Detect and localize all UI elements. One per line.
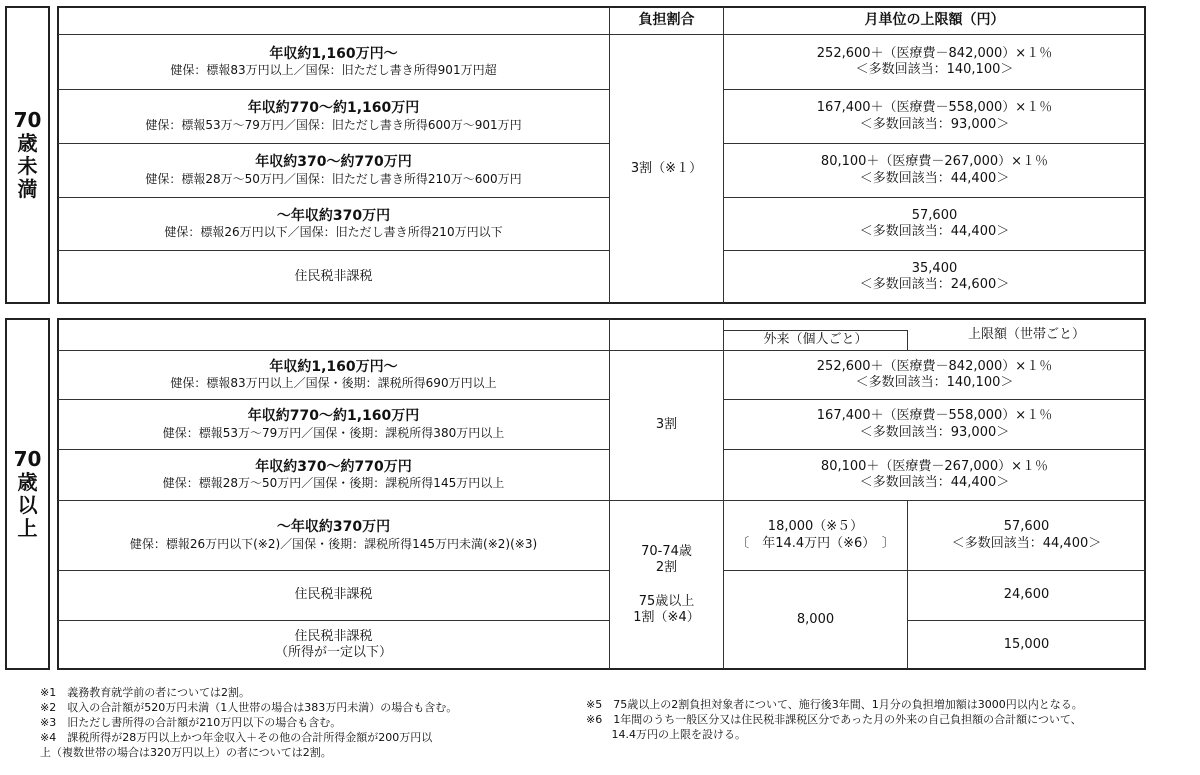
over70-limit-2: 167,400＋（医療費－558,000）×１％ ＜多数回該当：93,000＞ [816, 408, 1053, 440]
under70-share: 3割（※１） [630, 160, 703, 176]
under70-limit-2: 167,400＋（医療費－558,000）×１％ ＜多数回該当：93,000＞ [816, 100, 1053, 132]
over70-row-1: 年収約1,160万円～ 健保：標報83万円以上／国保・後期：課税所得690万円以上 [170, 358, 497, 391]
over70-row-3: 年収約370～約770万円 健保：標報28万～50万円／国保・後期：課税所得145万円以上 [162, 458, 505, 491]
over70-limit-3: 80,100＋（医療費－267,000）×１％ ＜多数回該当：44,400＞ [820, 458, 1049, 490]
under70-limit-4: 57,600 ＜多数回該当：44,400＞ [859, 207, 1010, 239]
over70-row-2: 年収約770～約1,160万円 健保：標報53万～79万円／国保・後期：課税所得380万円以上 [162, 408, 505, 440]
over70-row-4: ～年収約370万円 健保：標報26万円以下(※2)／国保・後期：課税所得145万円未満(※2)(※3) [129, 519, 538, 551]
notes-right [586, 697, 1083, 742]
under70-row-4: ～年収約370万円 健保：標報26万円以下／国保：旧ただし書き所得210万円以下 [164, 207, 503, 240]
over70-limit-1: 252,600＋（医療費－842,000）×１％ ＜多数回該当：140,100＞ [816, 358, 1053, 390]
note-3: ※3 旧ただし書所得の合計額が210万円以下の場合も含む。 [40, 716, 342, 729]
over70-household-6: 15,000 [1003, 636, 1050, 652]
under70-row-5: 住民税非課税 [294, 268, 373, 284]
under70-row-1: 年収約1,160万円～ 健保：標報83万円以上／国保：旧ただし書き所得901万円超 [170, 45, 497, 78]
note-1: ※1 義務教育就学前の者については2割。 [40, 686, 250, 699]
under70-row-3: 年収約370～約770万円 健保：標報28万～50万円／国保：旧ただし書き所得210万～600万円 [145, 154, 522, 186]
note-2: ※2 収入の合計額が520万円未満（1人世帯の場合は383万円未満）の場合も含む。 [40, 701, 458, 714]
header-outpatient: 外来（個人ごと） [763, 332, 868, 348]
header-share: 負担割合 [638, 11, 695, 28]
notes-left [40, 685, 457, 760]
over70-household-4: 57,600 ＜多数回該当：44,400＞ [951, 519, 1102, 551]
over70-row-5: 住民税非課税 [294, 587, 373, 603]
note-6-cont: 14.4万円の上限を設ける。 [586, 728, 746, 741]
over70-share-upper: 3割 [655, 417, 678, 433]
note-6: ※6 1年間のうち一般区分又は住民税非課税区分であった月の外来の自己負担額の合計額について、 [586, 713, 1082, 726]
over70-outpatient-4: 18,000（※５） 〔 年14.4万円（※6） 〕 [736, 519, 895, 551]
under70-limit-5: 35,400 ＜多数回該当：24,600＞ [859, 260, 1010, 292]
over70-row-6: 住民税非課税 （所得が一定以下） [274, 628, 392, 660]
note-5: ※5 75歳以上の2割負担対象者について、施行後3年間、1月分の負担増加額は3000円以内となる。 [586, 698, 1083, 711]
note-4-cont: 上（複数世帯の場合は320万円以上）の者については2割。 [40, 746, 332, 759]
over70-household-5: 24,600 [1003, 587, 1050, 603]
under70-row-2: 年収約770～約1,160万円 健保：標報53万～79万円／国保：旧ただし書き所得600万～901万円 [145, 100, 522, 132]
note-4: ※4 課税所得が28万円以上かつ年金収入＋その他の合計所得金額が200万円以 [40, 731, 433, 744]
header-household: 上限額（世帯ごと） [967, 326, 1085, 342]
over70-outpatient-low: 8,000 [796, 611, 835, 627]
under70-limit-1: 252,600＋（医療費－842,000）×１％ ＜多数回該当：140,100＞ [816, 45, 1053, 77]
header-limit: 月単位の上限額（円） [864, 11, 1005, 28]
under70-limit-3: 80,100＋（医療費－267,000）×１％ ＜多数回該当：44,400＞ [820, 154, 1049, 186]
over70-share-lower: 70-74歳 2割 75歳以上 1割（※4） [633, 543, 700, 626]
over70-label: 70 歳 以 上 [13, 447, 42, 540]
under70-label: 70 歳 未 満 [13, 108, 42, 201]
